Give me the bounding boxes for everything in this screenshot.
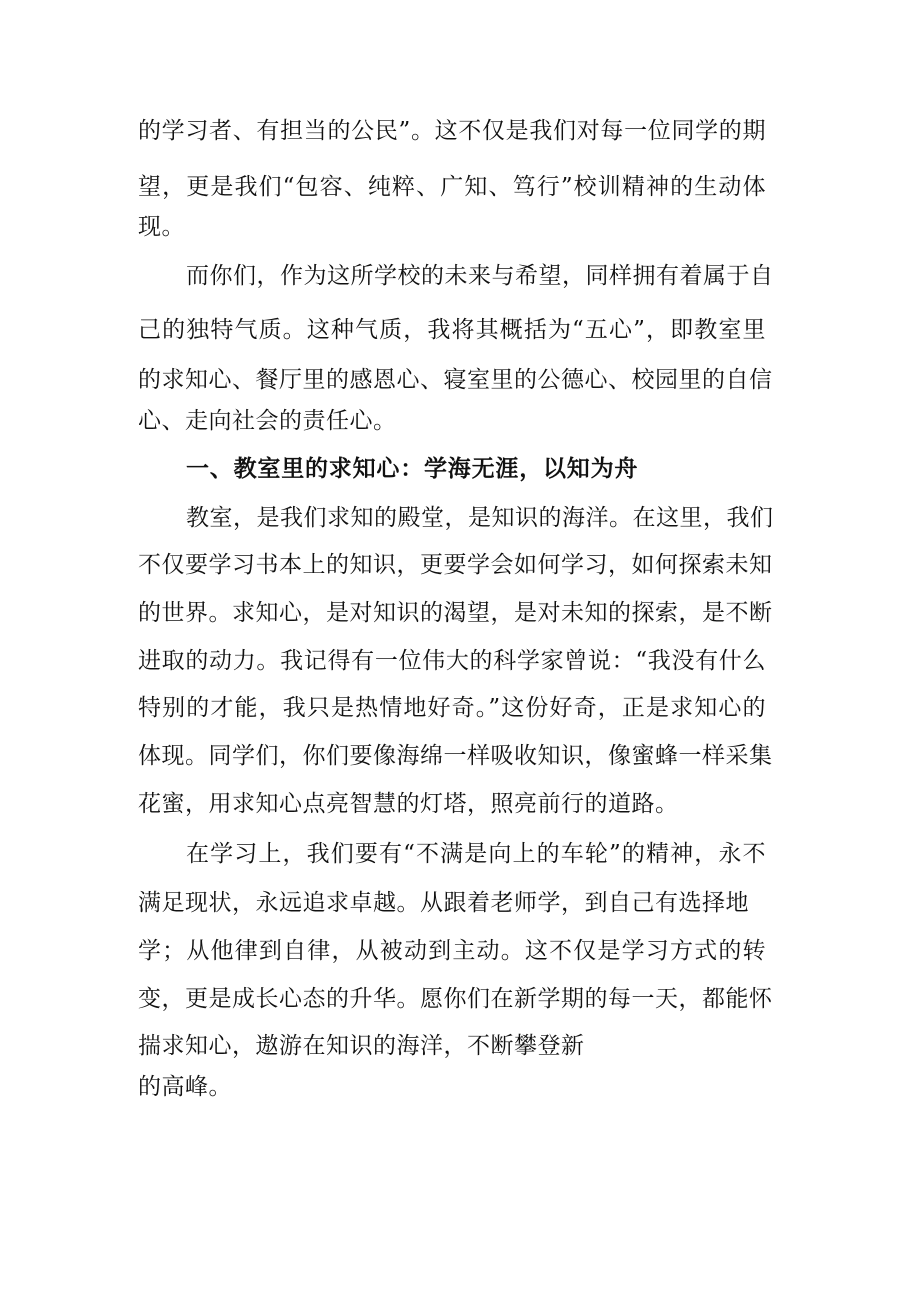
paragraph-line: 在学习上，我们要有“不满是向上的车轮”的精神，永不	[186, 841, 766, 867]
paragraph-line: 的高峰。	[138, 1074, 232, 1100]
paragraph-line: 揣求知心，遨游在知识的海洋，不断攀登新	[138, 1033, 585, 1059]
paragraph-line: 进取的动力。我记得有一位伟大的科学家曾说：“我没有什么	[138, 648, 766, 674]
paragraph-line: 教室，是我们求知的殿堂，是知识的海洋。在这里，我们	[186, 505, 774, 531]
paragraph-line: 而你们，作为这所学校的未来与希望，同样拥有着属于自	[186, 263, 774, 289]
paragraph-line: 的求知心、餐厅里的感恩心、寝室里的公德心、校园里的自信	[138, 367, 773, 393]
paragraph-line: 花蜜，用求知心点亮智慧的灯塔，照亮前行的道路。	[138, 791, 679, 817]
paragraph-line: 变，更是成长心态的升华。愿你们在新学期的每一天，都能怀	[138, 986, 773, 1012]
paragraph-line: 己的独特气质。这种气质，我将其概括为“五心”，即教室里	[138, 317, 766, 343]
paragraph-line: 体现。同学们，你们要像海绵一样吸收知识，像蜜蜂一样采集	[138, 743, 773, 769]
section-heading: 一、教室里的求知心：学海无涯，以知为舟	[186, 455, 639, 482]
paragraph-line: 望，更是我们“包容、纯粹、广知、笃行”校训精神的生动体	[138, 174, 766, 200]
paragraph-line: 心、走向社会的责任心。	[138, 408, 397, 434]
paragraph-line: 不仅要学习书本上的知识，更要学会如何学习，如何探索未知	[138, 552, 773, 578]
paragraph-line: 特别的才能，我只是热情地好奇。”这份好奇，正是求知心的	[138, 695, 766, 721]
paragraph-line: 学；从他律到自律，从被动到主动。这不仅是学习方式的转	[138, 938, 766, 964]
paragraph-line: 的学习者、有担当的公民”。这不仅是我们对每一位同学的期	[138, 118, 766, 144]
paragraph-line: 的世界。求知心，是对知识的渴望，是对未知的探索，是不断	[138, 600, 773, 626]
paragraph-line: 满足现状，永远追求卓越。从跟着老师学，到自己有选择地	[138, 890, 749, 916]
paragraph-line: 现。	[138, 214, 185, 240]
